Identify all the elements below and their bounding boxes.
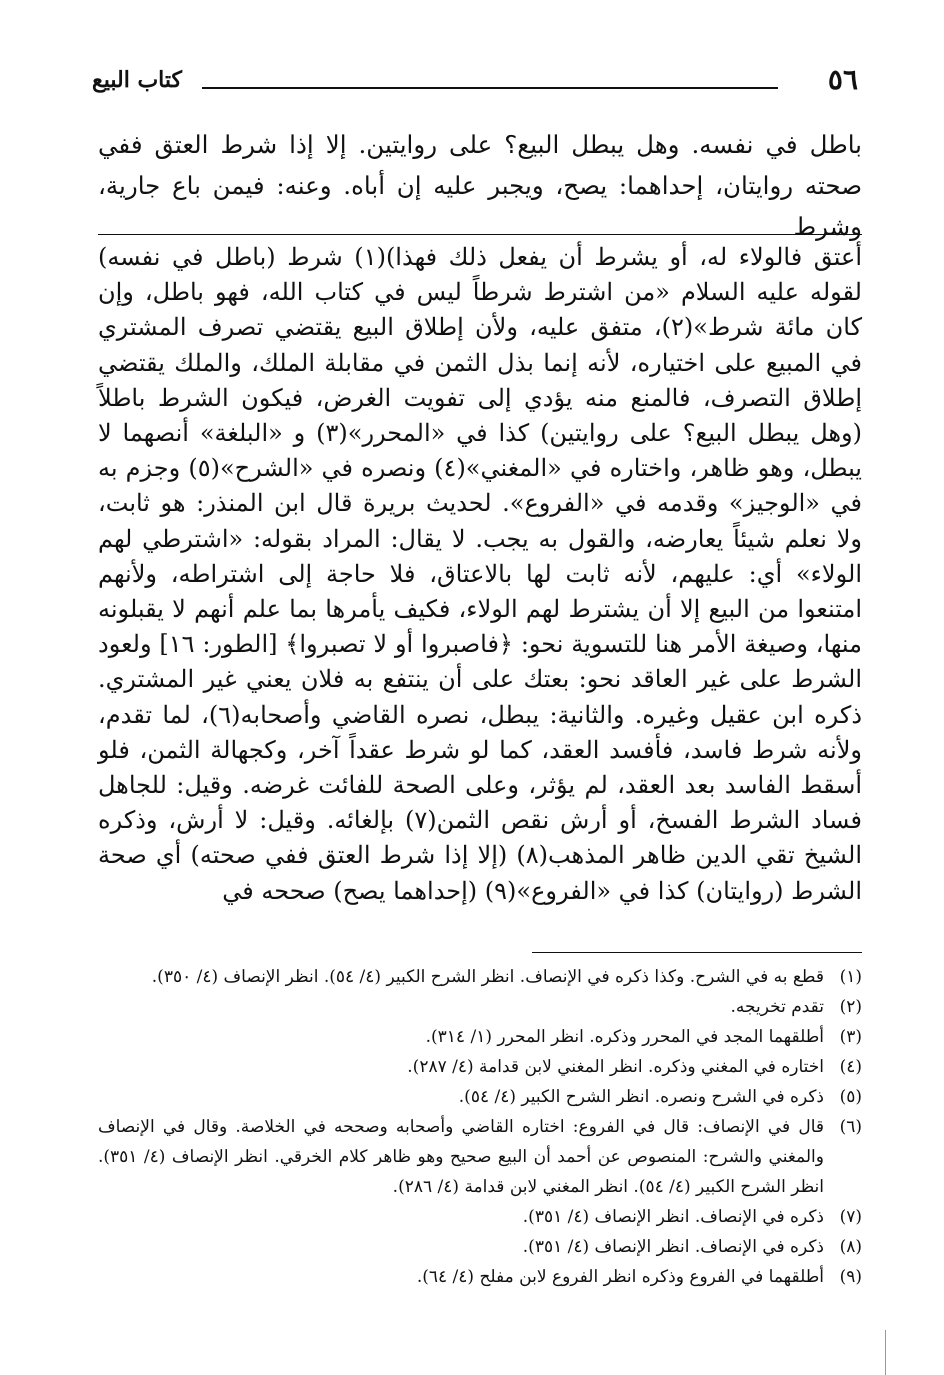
page-number: ٥٦ bbox=[827, 63, 858, 96]
footnote-2 bbox=[98, 992, 862, 1022]
footnote-number: (٤) bbox=[839, 1057, 862, 1077]
footnote-text: أطلقهما المجد في المحرر وذكره. انظر المحرر (١/ ٣١٤). bbox=[425, 1027, 824, 1047]
footnote-number: (١) bbox=[839, 967, 862, 987]
footnote-number: (٩) bbox=[839, 1267, 862, 1287]
scan-edge-mark bbox=[885, 1330, 886, 1375]
book-title: كتاب البيع bbox=[92, 67, 182, 93]
footnote-7 bbox=[98, 1202, 862, 1232]
footnote-text: تقدم تخريجه. bbox=[730, 997, 824, 1017]
footnote-text: ذكره في الشرح ونصره. انظر الشرح الكبير (٤/ ٥٤). bbox=[458, 1087, 824, 1107]
footnote-number: (٦) bbox=[839, 1117, 862, 1137]
footnote-number: (٥) bbox=[839, 1087, 862, 1107]
footnote-9 bbox=[98, 1262, 862, 1292]
matn-text: باطل في نفسه. وهل يبطل البيع؟ على روايتين. إلا إذا شرط العتق ففي صحته روايتان، إحداهما: يصح، ويجبر عليه إن أباه. وعنه: فيمن باع جارية، وشرط bbox=[98, 130, 862, 241]
section-divider bbox=[98, 234, 862, 235]
footnote-text: قطع به في الشرح. وكذا ذكره في الإنصاف. انظر الشرح الكبير (٤/ ٥٤). انظر الإنصاف (٤/ ٣٥٠). bbox=[151, 967, 824, 987]
page-header bbox=[92, 60, 858, 100]
footnote-number: (٧) bbox=[839, 1207, 862, 1227]
footnote-1 bbox=[98, 962, 862, 992]
footnote-4 bbox=[98, 1052, 862, 1082]
footnote-6 bbox=[98, 1112, 862, 1202]
footnote-text: اختاره في المغني وذكره. انظر المغني لابن قدامة (٤/ ٢٨٧). bbox=[407, 1057, 824, 1077]
footnote-number: (٢) bbox=[839, 997, 862, 1017]
footnote-text: قال في الإنصاف: قال في الفروع: اختاره القاضي وأصحابه وصححه في الخلاصة. وقال في الإنصاف والمغني والشرح: المنصوص عن أحمد أن البيع صحيح وهو ظاهر كلام الخرقي. انظر الإنصاف (٤/ ٣٥١). انظر الشرح الكبير (٤/ ٥٤). انظر المغني لابن قدامة (٤/ ٢٨٦). bbox=[98, 1117, 824, 1197]
footnote-text: ذكره في الإنصاف. انظر الإنصاف (٤/ ٣٥١). bbox=[522, 1207, 824, 1227]
footnote-divider bbox=[532, 952, 862, 953]
footnote-number: (٨) bbox=[839, 1237, 862, 1257]
footnote-3 bbox=[98, 1022, 862, 1052]
footnotes bbox=[98, 962, 862, 1292]
sharh-text: أعتق فالولاء له، أو يشرط أن يفعل ذلك فهذا)(١) شرط (باطل في نفسه) لقوله عليه السلام «من اشترط شرطاً ليس في كتاب الله، فهو باطل، وإن كان مائة شرط»(٢)، متفق عليه، ولأن إطلاق البيع يقتضي تصرف المشتري في المبيع على اختياره، لأنه إنما بذل الثمن في مقابلة الملك، والملك يقتضي إطلاق التصرف، فالمنع منه يؤدي إلى تفويت الغرض، فيكون الشرط باطلاً (وهل يبطل البيع؟ على روايتين) كذا في «المحرر»(٣) و «البلغة» أنصهما لا يبطل، وهو ظاهر، واختاره في «المغني»(٤) ونصره في «الشرح»(٥) وجزم به في «الوجيز» وقدمه في «الفروع». لحديث بريرة قال ابن المنذر: هو ثابت، ولا نعلم شيئاً يعارضه، والقول به يجب. لا يقال: المراد بقوله: «اشترطي لهم الولاء» أي: عليهم، لأنه ثابت لها بالاعتاق، فلا حاجة إلى اشتراطه، ولأنهم امتنعوا من البيع إلا أن يشترط لهم الولاء، فكيف يأمرها بما علم أنهم لا يقبلونه منها، وصيغة الأمر هنا للتسوية نحو: ﴿فاصبروا أو لا تصبروا﴾ [الطور: ١٦] ولعود الشرط على غير العاقد نحو: بعتك على أن ينتفع به فلان يعني غير المشتري. ذكره ابن عقيل وغيره. والثانية: يبطل، نصره القاضي وأصحابه(٦)، لما تقدم، ولأنه شرط فاسد، فأفسد العقد، كما لو شرط عقداً آخر، وكجهالة الثمن، فلو أسقط الفاسد بعد العقد، لم يؤثر، وعلى الصحة للفائت غرضه. وقيل: للجاهل فساد الشرط الفسخ، أو أرش نقص الثمن(٧) بإلغائه. وقيل: لا أرش، وذكره الشيخ تقي الدين ظاهر المذهب(٨) (إلا إذا شرط العتق ففي صحته) أي صحة الشرط (روايتان) كذا في «الفروع»(٩) (إحداهما يصح) صححه في bbox=[98, 243, 863, 905]
footnote-8 bbox=[98, 1232, 862, 1262]
header-rule bbox=[202, 87, 778, 89]
footnote-5 bbox=[98, 1082, 862, 1112]
footnote-text: أطلقهما في الفروع وذكره انظر الفروع لابن مفلح (٤/ ٦٤). bbox=[416, 1267, 824, 1287]
footnote-number: (٣) bbox=[839, 1027, 862, 1047]
footnote-text: ذكره في الإنصاف. انظر الإنصاف (٤/ ٣٥١). bbox=[522, 1237, 824, 1257]
